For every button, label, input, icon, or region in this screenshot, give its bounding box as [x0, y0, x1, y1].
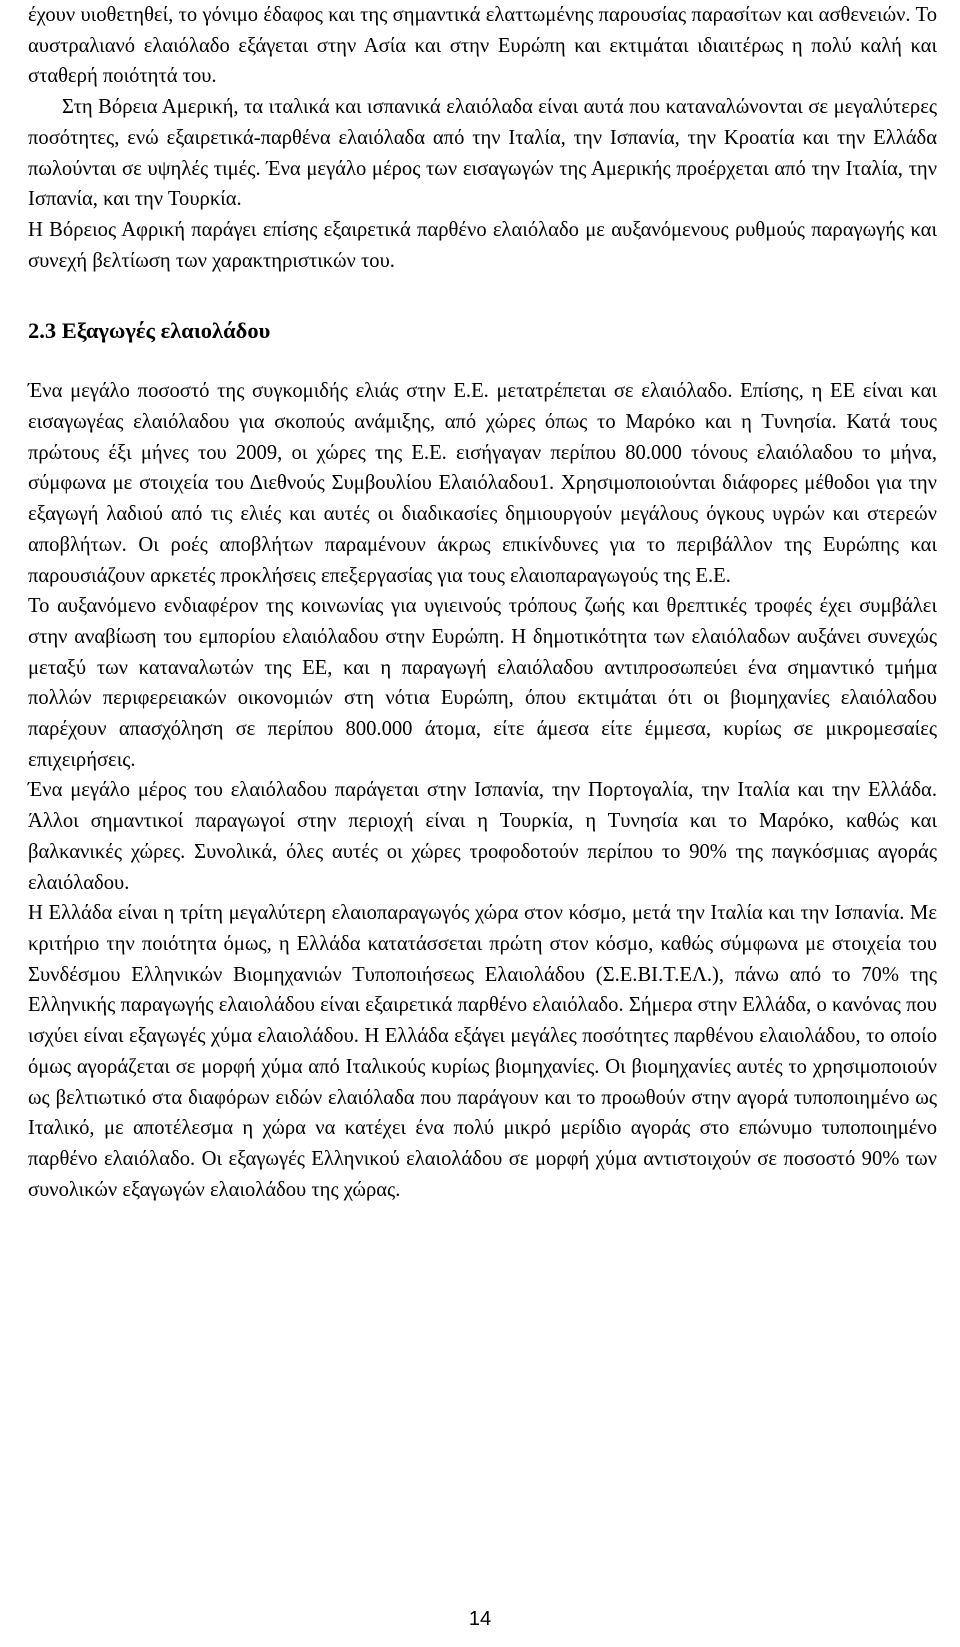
paragraph-north-africa: Η Βόρειος Αφρική παράγει επίσης εξαιρετικά παρθένο ελαιόλαδο με αυξανόμενους ρυθμούς παραγωγής και συνεχή βελτίωση των χαρακτηριστικών του.: [28, 218, 937, 272]
section-heading: 2.3 Εξαγωγές ελαιολάδου: [28, 318, 271, 344]
paragraph-intro-continuation: έχουν υιοθετηθεί, το γόνιμο έδαφος και της σημαντικά ελαττωμένης παρουσίας παρασίτων και ασθενειών. Το αυστραλιανό ελαιόλαδο εξάγεται στην Ασία και στην Ευρώπη και εκτιμάται ιδιαιτέρως η πολύ καλή και σταθερή ποιότητά του.: [28, 4, 937, 88]
paragraph-greece: Η Ελλάδα είναι η τρίτη μεγαλύτερη ελαιοπαραγωγός χώρα στον κόσμο, μετά την Ιταλία και την Ισπανία. Με κριτήριο την ποιότητα όμως, η Ελλάδα κατατάσσεται πρώτη στον κόσμο, καθώς σύμφωνα με στοιχεία του Συνδέσμου Ελληνικών Βιομηχανιών Τυποποιήσεως Ελαιολάδου (Σ.Ε.ΒΙ.Τ.ΕΛ.), πάνω από το 70% της Ελληνικής παραγωγής ελαιολάδου είναι εξαιρετικά παρθένο ελαιόλαδο. Σήμερα στην Ελλάδα, ο κανόνας που ισχύει είναι εξαγωγές χύμα ελαιολάδου. Η Ελλάδα εξάγει μεγάλες ποσότητες παρθένου ελαιολάδου, το οποίο όμως αγοράζεται σε μορφή χύμα από Ιταλικούς κυρίως βιομηχανίες. Οι βιομηχανίες αυτές το χρησιμοποιούν ως βελτιωτικό στα διαφόρων ειδών ελαιόλαδα που παράγουν και το προωθούν στην αγορά τυποποιημένο ως Ιταλικό, με αποτέλεσμα η χώρα να κατέχει ένα πολύ μικρό μερίδιο αγοράς στο επώνυμο τυποποιημένο παρθένο ελαιόλαδο. Οι εξαγωγές Ελληνικού ελαιολάδου σε μορφή χύμα αντιστοιχούν σε ποσοστό 90% των συνολικών εξαγωγών ελαιολάδου της χώρας.: [28, 902, 937, 1201]
paragraph-north-america: Στη Βόρεια Αμερική, τα ιταλικά και ισπανικά ελαιόλαδα είναι αυτά που καταναλώνονται σε μεγαλύτερες ποσότητες, ενώ εξαιρετικά-παρθένα ελαιόλαδα από την Ιταλία, την Ισπανία, την Κροατία και την Ελλάδα πωλούνται σε υψηλές τιμές. Ένα μεγάλο μέρος των εισαγωγών της Αμερικής προέρχεται από την Ιταλία, την Ισπανία, και την Τουρκία.: [28, 96, 937, 211]
paragraph-eu-exports: Ένα μεγάλο ποσοστό της συγκομιδής ελιάς στην Ε.Ε. μετατρέπεται σε ελαιόλαδο. Επίσης, η ΕΕ είναι και εισαγωγέας ελαιόλαδου για σκοπούς ανάμιξης, από χώρες όπως το Μαρόκο και η Τυνησία. Κατά τους πρώτους έξι μήνες του 2009, οι χώρες της Ε.Ε. εισήγαγαν περίπου 80.000 τόνους ελαιόλαδου το μήνα, σύμφωνα με στοιχεία του Διεθνούς Συμβουλίου Ελαιόλαδου1. Χρησιμοποιούνται διάφορες μέθοδοι για την εξαγωγή λαδιού από τις ελιές και αυτές οι διαδικασίες δημιουργούν μεγάλους όγκους υγρών και στερεών αποβλήτων. Οι ροές αποβλήτων παραμένουν άκρως επικίνδυνες για το περιβάλλον της Ευρώπης και παρουσιάζουν αρκετές προκλήσεις επεξεργασίας για τους ελαιοπαραγωγούς της Ε.Ε.: [28, 380, 937, 587]
paragraph-eu-interest: Το αυξανόμενο ενδιαφέρον της κοινωνίας για υγιεινούς τρόπους ζωής και θρεπτικές τροφές έχει συμβάλει στην αναβίωση του εμπορίου ελαιόλαδου στην Ευρώπη. Η δημοτικότητα των ελαιόλαδων αυξάνει συνεχώς μεταξύ των καταναλωτών της ΕΕ, και η παραγωγή ελαιόλαδου αντιπροσωπεύει ένα σημαντικό τμήμα πολλών περιφερειακών οικονομιών στη νότια Ευρώπη, όπου εκτιμάται ότι οι βιομηχανίες ελαιόλαδου παρέχουν απασχόληση σε περίπου 800.000 άτομα, είτε άμεσα είτε έμμεσα, κυρίως σε μικρομεσαίες επιχειρήσεις.: [28, 595, 937, 771]
paragraph-producers: Ένα μεγάλο μέρος του ελαιόλαδου παράγεται στην Ισπανία, την Πορτογαλία, την Ιταλία και την Ελλάδα. Άλλοι σημαντικοί παραγωγοί στην περιοχή είναι η Τουρκία, η Τυνησία και το Μαρόκο, καθώς και βαλκανικές χώρες. Συνολικά, όλες αυτές οι χώρες τροφοδοτούν περίπου το 90% της παγκόσμιας αγοράς ελαιόλαδου.: [28, 779, 937, 894]
document-page: [28, 0, 937, 1205]
page-number: 14: [468, 1608, 492, 1630]
